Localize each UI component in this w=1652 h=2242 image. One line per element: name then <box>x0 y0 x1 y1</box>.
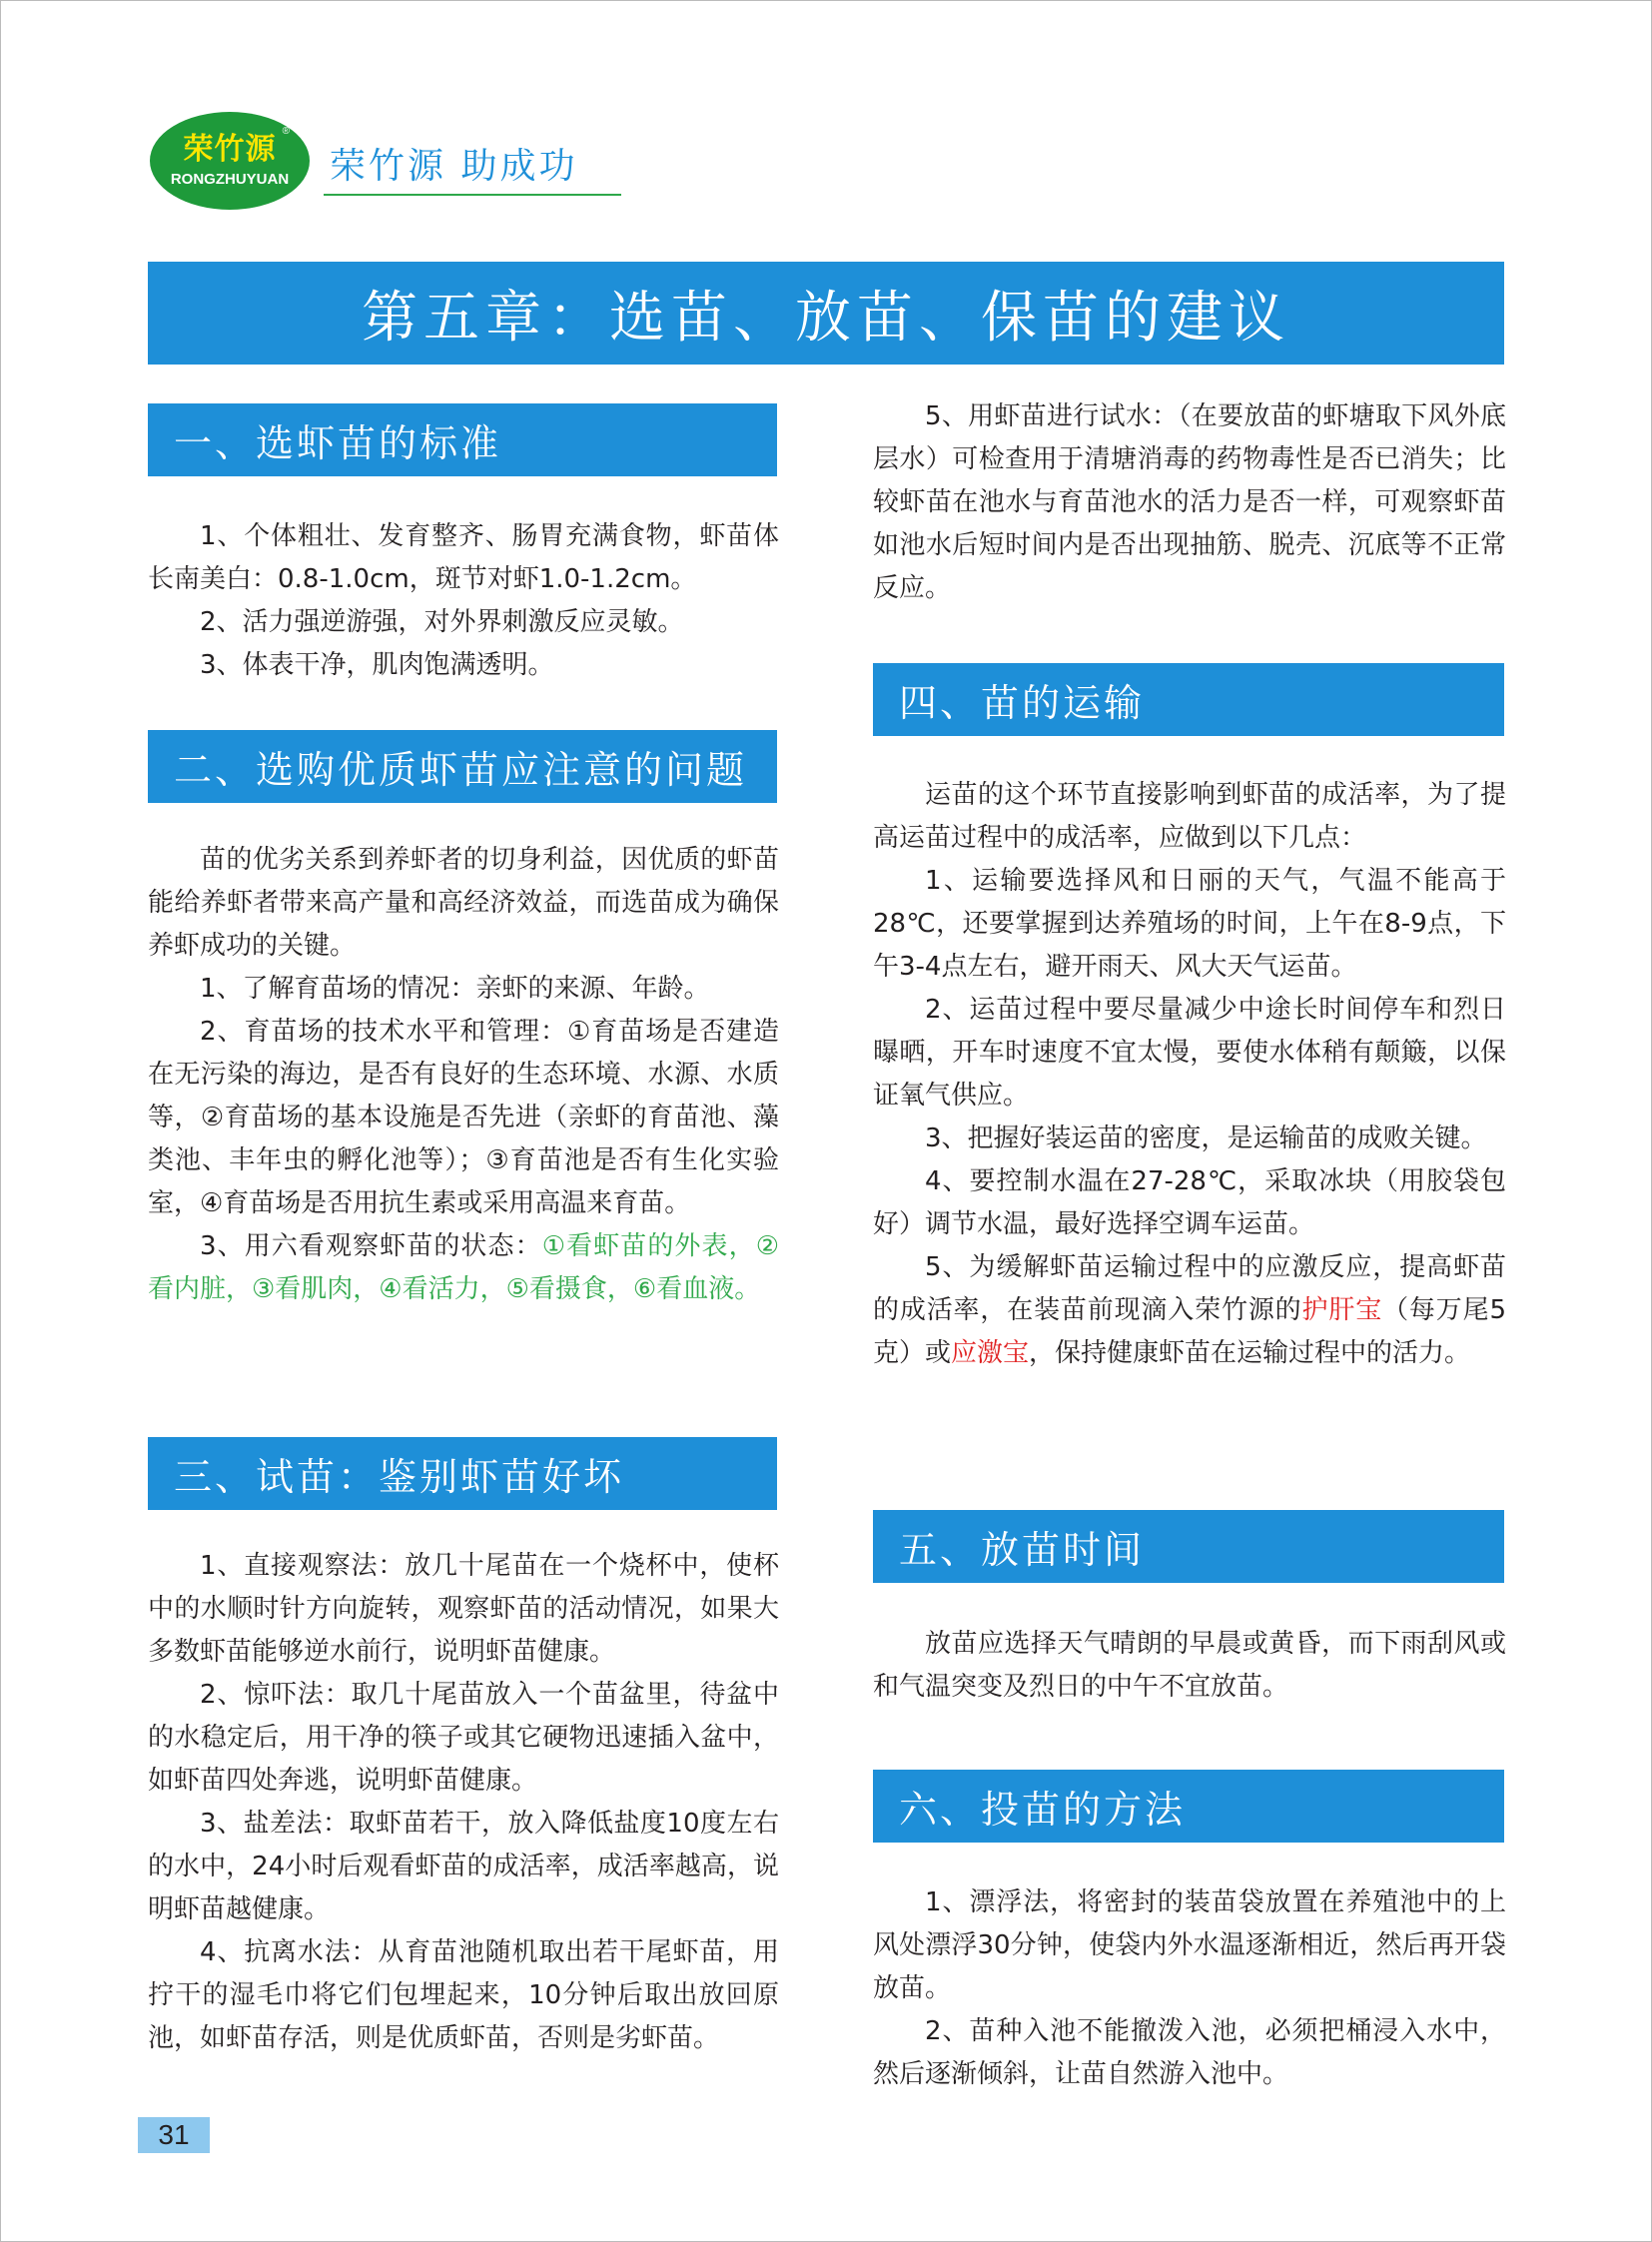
section-1-header <box>148 403 777 476</box>
paragraph: 3、盐差法：取虾苗若干，放入降低盐度10度左右的水中，24小时后观看虾苗的成活率，成活率越高，说明虾苗越健康。 <box>148 1809 779 1924</box>
section-6-title: 六、投苗的方法 <box>899 1788 1187 1832</box>
logo-chinese-text: 荣竹源 <box>183 132 277 167</box>
six-checks-highlight: ①看虾苗的外表，②看内脏，③看肌肉，④看活力，⑤看摄食，⑥看血液。 <box>148 1231 780 1304</box>
paragraph: 2、运苗过程中要尽量减少中途长时间停车和烈日曝晒，开车时速度不宜太慢，要使水体稍有颠簸，以保证氧气供应。 <box>873 995 1506 1111</box>
paragraph: 4、要控制水温在27-28℃，采取冰块（用胶袋包好）调节水温，最好选择空调车运苗。 <box>873 1166 1506 1239</box>
section-2-body <box>148 839 779 1311</box>
paragraph: 2、活力强逆游强，对外界刺激反应灵敏。 <box>200 607 684 637</box>
section-5-title: 五、放苗时间 <box>899 1528 1146 1572</box>
registered-mark: ® <box>282 126 290 137</box>
section-6-header <box>873 1770 1504 1843</box>
paragraph <box>873 1246 1506 1375</box>
paragraph: 4、抗离水法：从育苗池随机取出若干尾虾苗，用拧干的湿毛巾将它们包埋起来，10分钟后取出放回原池，如虾苗存活，则是优质虾苗，否则是劣虾苗。 <box>148 1937 779 2053</box>
section-3-title: 三、试苗：鉴别虾苗好坏 <box>174 1455 625 1499</box>
paragraph: 1、了解育苗场的情况：亲虾的来源、年龄。 <box>200 974 710 1004</box>
section-6-body <box>873 1881 1506 2096</box>
product-name-hugan: 护肝宝 <box>1301 1295 1383 1325</box>
paragraph: 1、直接观察法：放几十尾苗在一个烧杯中，使杯中的水顺时针方向旋转，观察虾苗的活动情况，如果大多数虾苗能够逆水前行，说明虾苗健康。 <box>148 1551 779 1667</box>
paragraph: 运苗的这个环节直接影响到虾苗的成活率，为了提高运苗过程中的成活率，应做到以下几点： <box>873 780 1506 853</box>
slogan: 荣竹源 助成功 <box>330 146 578 187</box>
section-4-header <box>873 663 1504 736</box>
paragraph: 3、把握好装运苗的密度，是运输苗的成败关键。 <box>925 1123 1487 1153</box>
paragraph: 5、用虾苗进行试水：（在要放苗的虾塘取下风外底层水）可检查用于清塘消毒的药物毒性是否已消失；比较虾苗在池水与育苗池水的活力是否一样，可观察虾苗如池水后短时间内是否出现抽筋、脱壳、沉底等不正常反应。 <box>873 401 1506 603</box>
section-5-body <box>873 1623 1506 1709</box>
paragraph: 3、体表干净，肌肉饱满透明。 <box>200 650 554 680</box>
product-name-yingji: 应激宝 <box>951 1338 1030 1368</box>
paragraph: 1、个体粗壮、发育整齐、肠胃充满食物，虾苗体长南美白：0.8-1.0cm，斑节对虾1.0-1.2cm。 <box>148 521 779 594</box>
chapter-title: 第五章：选苗、放苗、保苗的建议 <box>148 262 1504 365</box>
paragraph: 2、育苗场的技术水平和管理：①育苗场是否建造在无污染的海边，是否有良好的生态环境、水源、水质等，②育苗场的基本设施是否先进（亲虾的育苗池、藻类池、丰年虫的孵化池等）；③育苗池是否有生化实验室，④育苗场是否用抗生素或采用高温来育苗。 <box>148 1017 779 1218</box>
section-2-title: 二、选购优质虾苗应注意的问题 <box>174 748 748 792</box>
section-5-header <box>873 1510 1504 1583</box>
page-number: 31 <box>138 2117 210 2153</box>
section-4-body <box>873 774 1506 1375</box>
paragraph: 2、苗种入池不能撤泼入池，必须把桶浸入水中，然后逐渐倾斜，让苗自然游入池中。 <box>873 2016 1506 2089</box>
paragraph: 2、惊吓法：取几十尾苗放入一个苗盆里，待盆中的水稳定后，用干净的筷子或其它硬物迅速插入盆中，如虾苗四处奔逃，说明虾苗健康。 <box>148 1680 779 1796</box>
section-1-title: 一、选虾苗的标准 <box>174 421 502 465</box>
section-2-header <box>148 730 777 803</box>
six-checks-intro: 3、用六看观察虾苗的状态： <box>200 1231 542 1261</box>
paragraph: 1、漂浮法，将密封的装苗袋放置在养殖池中的上风处漂浮30分钟，使袋内外水温逐渐相近，然后再开袋放苗。 <box>873 1887 1506 2003</box>
paragraph: 苗的优劣关系到养虾者的切身利益，因优质的虾苗能给养虾者带来高产量和高经济效益，而选苗成为确保养虾成功的关键。 <box>148 845 779 961</box>
text-run: 5、为缓解虾苗运输过程中的应激反应，提高虾苗的成活率，在装苗前现滴入荣竹源的 <box>873 1252 1506 1325</box>
section-3-header <box>148 1437 777 1510</box>
paragraph <box>148 1225 779 1311</box>
text-run: ，保持健康虾苗在运输过程中的活力。 <box>1029 1338 1471 1368</box>
brand-logo <box>150 112 310 210</box>
slogan-underline <box>324 194 621 196</box>
section-4-title: 四、苗的运输 <box>899 681 1146 725</box>
paragraph: 放苗应选择天气晴朗的早晨或黄昏，而下雨刮风或和气温突变及烈日的中午不宜放苗。 <box>873 1629 1506 1702</box>
text-run: （每万尾5克）或 <box>873 1295 1506 1368</box>
section-3-body-continued <box>873 395 1506 610</box>
paragraph: 1、运输要选择风和日丽的天气，气温不能高于28℃，还要掌握到达养殖场的时间，上午在8-9点，下午3-4点左右，避开雨天、风大天气运苗。 <box>873 866 1506 982</box>
logo-english-text: RONGZHUYUAN <box>170 171 290 188</box>
section-3-body <box>148 1545 779 2060</box>
section-1-body <box>148 515 779 687</box>
